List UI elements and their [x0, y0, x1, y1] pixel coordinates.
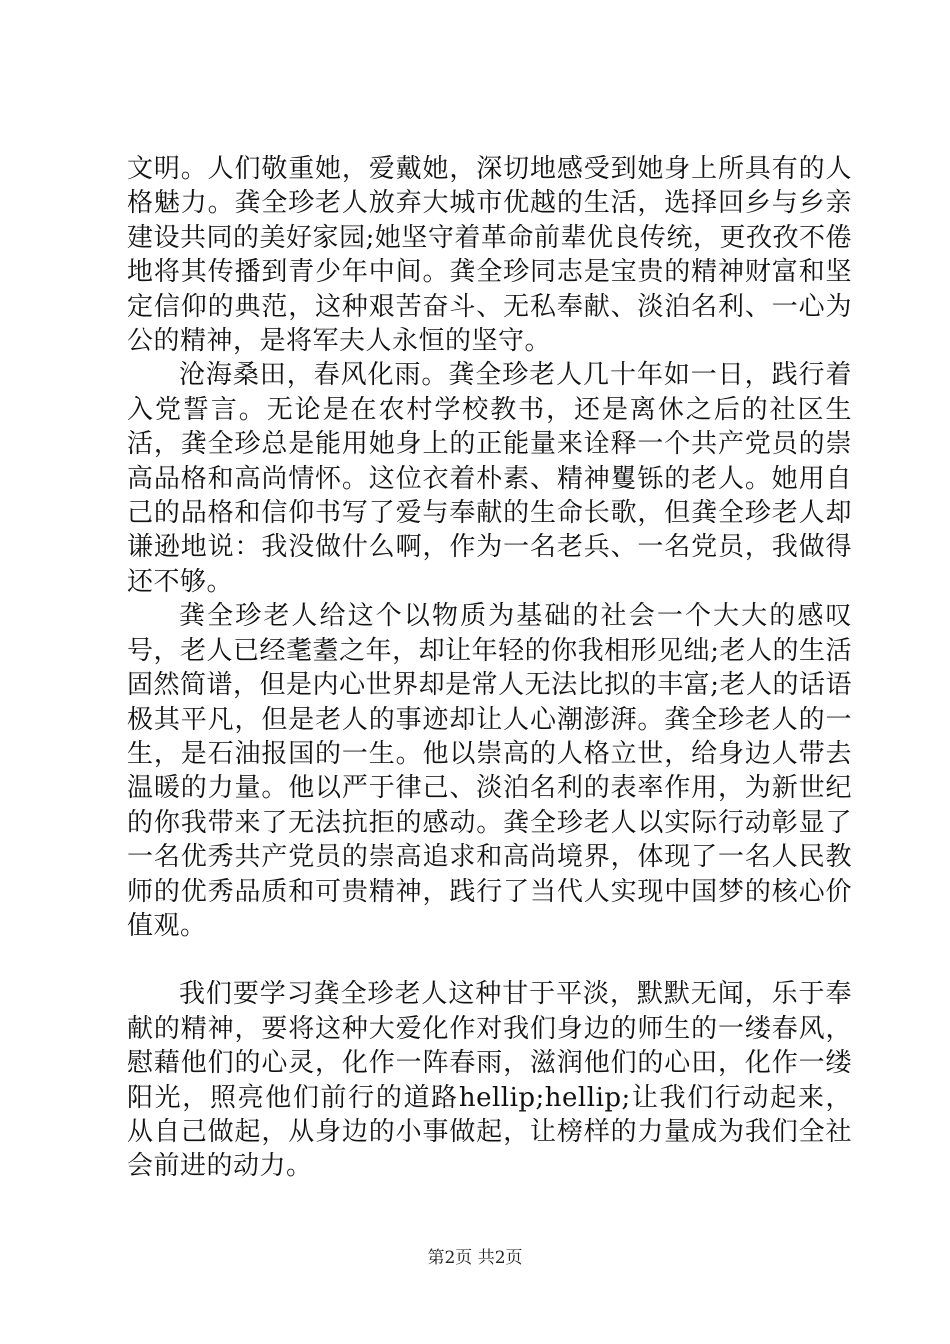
paragraph-1: 文明。人们敬重她，爱戴她，深切地感受到她身上所具有的人格魅力。龚全珍老人放弃大城市优越的生活，选择回乡与乡亲建设共同的美好家园;她坚守着革命前辈优良传统，更孜孜不倦地将其传播到青少年中间。龚全珍同志是宝贵的精神财富和坚定信仰的典范，这种艰苦奋斗、无私奉献、淡泊名利、一心为公的精神，是将军夫人永恒的坚守。 — [127, 154, 852, 357]
paragraph-4: 我们要学习龚全珍老人这种甘于平淡，默默无闻，乐于奉献的精神，要将这种大爱化作对我们身边的师生的一缕春风，慰藉他们的心灵，化作一阵春雨，滋润他们的心田，化作一缕阳光，照亮他们前行的道路hellip;hellip;让我们行动起来，从自己做起，从身边的小事做起，让榜样的力量成为我们全社会前进的动力。 — [127, 979, 852, 1182]
page-footer: 第2页 共2页 — [427, 1248, 523, 1268]
paragraph-3: 龚全珍老人给这个以物质为基础的社会一个大大的感叹号，老人已经耄耋之年，却让年轻的你我相形见绌;老人的生活固然简谱，但是内心世界却是常人无法比拟的丰富;老人的话语极其平凡，但是老人的事迹却让人心潮澎湃。龚全珍老人的一生，是石油报国的一生。他以崇高的人格立世，给身边人带去温暖的力量。他以严于律己、淡泊名利的表率作用，为新世纪的你我带来了无法抗拒的感动。龚全珍老人以实际行动彰显了一名优秀共产党员的崇高追求和高尚境界，体现了一名人民教师的优秀品质和可贵精神，践行了当代人实现中国梦的核心价值观。 — [127, 601, 852, 941]
paragraph-2: 沧海桑田，春风化雨。龚全珍老人几十年如一日，践行着入党誓言。无论是在农村学校教书，还是离休之后的社区生活，龚全珍总是能用她身上的正能量来诠释一个共产党员的崇高品格和高尚情怀。这位衣着朴素、精神矍铄的老人。她用自己的品格和信仰书写了爱与奉献的生命长歌，但龚全珍老人却谦逊地说：我没做什么啊，作为一名老兵、一名党员，我做得还不够。 — [127, 360, 852, 597]
document-body — [127, 152, 852, 1184]
